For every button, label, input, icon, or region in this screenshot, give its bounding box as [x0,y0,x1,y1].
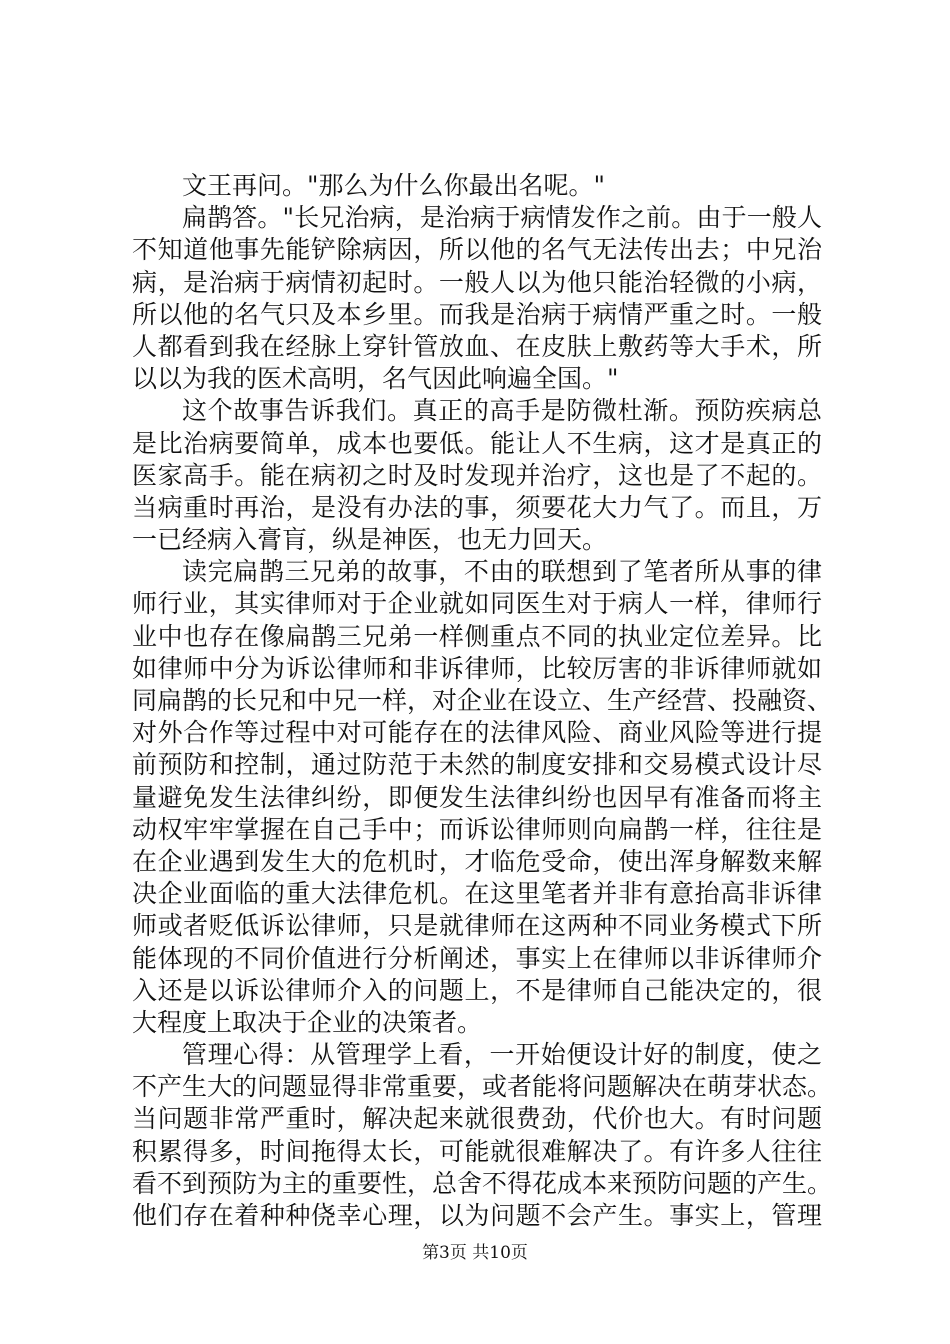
text-line: 不知道他事先能铲除病因，所以他的名气无法传出去；中兄治 [132,235,822,265]
text-line: 人都看到我在经脉上穿针管放血、在皮肤上敷药等大手术，所 [132,331,822,361]
text-line: 医家高手。能在病初之时及时发现并治疗，这也是了不起的。 [132,460,822,490]
text-line: 一已经病入膏肓，纵是神医，也无力回天。 [132,525,608,555]
text-line: 前预防和控制，通过防范于未然的制度安排和交易模式设计尽 [132,750,822,780]
text-line: 大程度上取决于企业的决策者。 [132,1007,483,1037]
text-line: 病，是治病于病情初起时。一般人以为他只能治轻微的小病， [132,267,822,297]
text-line: 师或者贬低诉讼律师，只是就律师在这两种不同业务模式下所 [132,911,822,941]
text-line: 同扁鹊的长兄和中兄一样，对企业在设立、生产经营、投融资、 [132,686,833,715]
text-line: 管理心得：从管理学上看，一开始便设计好的制度，使之 [182,1040,822,1070]
text-line: 师行业，其实律师对于企业就如同医生对于病人一样，律师行 [132,589,822,619]
text-line: 扁鹊答。"长兄治病，是治病于病情发作之前。由于一般人 [182,203,822,233]
text-line: 所以他的名气只及本乡里。而我是治病于病情严重之时。一般 [132,299,822,329]
page-number: 第3页 共10页 [422,1243,528,1263]
text-line: 看不到预防为主的重要性，总舍不得花成本来预防问题的产生。 [132,1168,833,1198]
text-line: 读完扁鹊三兄弟的故事，不由的联想到了笔者所从事的律 [182,557,822,587]
text-line: 动权牢牢掌握在自己手中；而诉讼律师则向扁鹊一样，往往是 [132,814,822,844]
body-text [132,170,833,1232]
text-line: 当病重时再治，是没有办法的事，须要花大力气了。而且，万 [132,492,822,522]
page-footer [0,1242,950,1264]
text-line: 积累得多，时间拖得太长，可能就很难解决了。有许多人往往 [132,1136,822,1166]
text-line: 如律师中分为诉讼律师和非诉律师，比较厉害的非诉律师就如 [132,653,822,683]
text-line: 这个故事告诉我们。真正的高手是防微杜渐。预防疾病总 [182,396,822,426]
text-line: 以以为我的医术高明，名气因此响遍全国。" [132,364,619,394]
text-line: 是比治病要简单，成本也要低。能让人不生病，这才是真正的 [132,428,822,458]
text-line: 能体现的不同价值进行分析阐述，事实上在律师以非诉律师介 [132,943,822,973]
text-line: 文王再问。"那么为什么你最出名呢。" [182,171,605,200]
text-line: 不产生大的问题显得非常重要，或者能将问题解决在萌芽状态。 [132,1072,833,1102]
text-line: 业中也存在像扁鹊三兄弟一样侧重点不同的执业定位差异。比 [132,621,822,651]
text-line: 他们存在着种种侥幸心理，以为问题不会产生。事实上，管理 [132,1201,822,1230]
text-line: 决企业面临的重大法律危机。在这里笔者并非有意抬高非诉律 [132,879,822,909]
text-line: 入还是以诉讼律师介入的问题上，不是律师自己能决定的，很 [132,975,822,1005]
text-line: 量避免发生法律纠纷，即便发生法律纠纷也因早有准备而将主 [132,782,822,812]
text-line: 当问题非常严重时，解决起来就很费劲，代价也大。有时问题 [132,1104,822,1134]
text-line: 在企业遇到发生大的危机时，才临危受命，使出浑身解数来解 [132,846,822,876]
text-line: 对外合作等过程中对可能存在的法律风险、商业风险等进行提 [132,718,822,748]
